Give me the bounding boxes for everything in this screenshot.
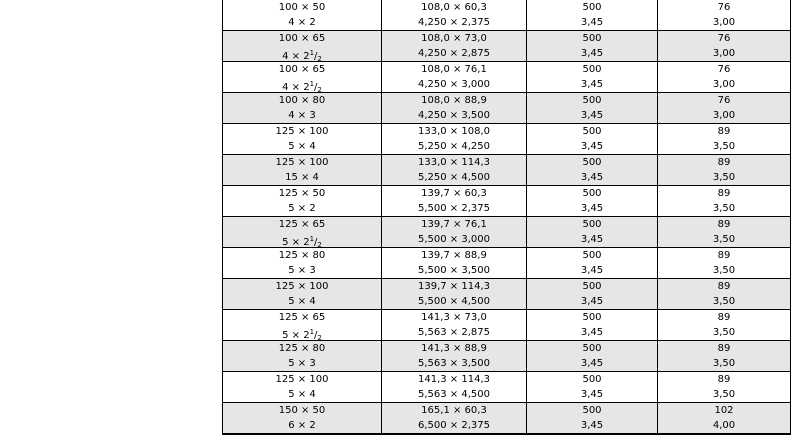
outside-diameter-cell [382, 31, 527, 62]
imperial-value: $5 \times 2^1/_2$ [282, 328, 322, 342]
imperial-value: 6,500 × 2,375 [418, 420, 490, 431]
imperial-value: 5,500 × 3,500 [418, 265, 490, 276]
imperial-value: 3,50 [712, 234, 736, 245]
imperial-value: 4,250 × 2,875 [418, 48, 490, 59]
imperial-value: 3,00 [712, 110, 736, 121]
imperial-value: 3,45 [580, 141, 604, 152]
outside-diameter-cell [382, 279, 527, 310]
metric-value: 108,0 × 76,1 [421, 64, 487, 75]
metric-value: 133,0 × 108,0 [418, 126, 490, 137]
table-body [223, 0, 791, 434]
imperial-value: 3,50 [712, 358, 736, 369]
column-4-cell [658, 403, 791, 435]
metric-value: 89 [717, 374, 731, 385]
metric-value: 125 × 100 [275, 374, 329, 385]
imperial-value: 3,50 [712, 389, 736, 400]
imperial-value: 3,45 [580, 172, 604, 183]
column-4-cell [658, 217, 791, 248]
column-4-cell [658, 279, 791, 310]
column-3-cell [527, 248, 658, 279]
metric-value: 100 × 50 [278, 2, 326, 13]
metric-value: 108,0 × 60,3 [421, 2, 487, 13]
outside-diameter-cell [382, 403, 527, 435]
metric-value: 100 × 65 [278, 33, 326, 44]
metric-value: 89 [717, 312, 731, 323]
metric-value: 76 [717, 95, 731, 106]
metric-value: 500 [582, 250, 602, 261]
column-3-cell [527, 372, 658, 403]
nominal-size-cell [223, 217, 382, 248]
outside-diameter-cell [382, 155, 527, 186]
column-3-cell [527, 186, 658, 217]
table-row [223, 186, 791, 217]
nominal-size-cell [223, 124, 382, 155]
nominal-size-cell [223, 62, 382, 93]
metric-value: 100 × 65 [278, 64, 326, 75]
column-4-cell [658, 186, 791, 217]
column-3-cell [527, 310, 658, 341]
column-3-cell [527, 341, 658, 372]
metric-value: 108,0 × 88,9 [421, 95, 487, 106]
metric-value: 500 [582, 281, 602, 292]
imperial-value: 3,45 [580, 110, 604, 121]
metric-value: 133,0 × 114,3 [418, 157, 490, 168]
imperial-value: 3,45 [580, 48, 604, 59]
column-4-cell [658, 248, 791, 279]
imperial-value: 5,500 × 2,375 [418, 203, 490, 214]
column-3-cell [527, 217, 658, 248]
column-4-cell [658, 372, 791, 403]
outside-diameter-cell [382, 310, 527, 341]
column-4-cell [658, 62, 791, 93]
metric-value: 76 [717, 64, 731, 75]
metric-value: 500 [582, 157, 602, 168]
metric-value: 76 [717, 2, 731, 13]
nominal-size-cell [223, 93, 382, 124]
imperial-value: 4,250 × 2,375 [418, 17, 490, 28]
imperial-value: 3,45 [580, 265, 604, 276]
outside-diameter-cell [382, 124, 527, 155]
column-3-cell [527, 155, 658, 186]
metric-value: 500 [582, 64, 602, 75]
nominal-size-cell [223, 279, 382, 310]
imperial-value: 3,50 [712, 141, 736, 152]
imperial-value: $5 \times 2^1/_2$ [282, 235, 322, 249]
metric-value: 125 × 100 [275, 126, 329, 137]
imperial-value: 4,250 × 3,000 [418, 79, 490, 90]
column-3-cell [527, 93, 658, 124]
table-row [223, 341, 791, 372]
table-row [223, 248, 791, 279]
metric-value: 125 × 65 [278, 219, 326, 230]
metric-value: 89 [717, 281, 731, 292]
imperial-value: 5,500 × 4,500 [418, 296, 490, 307]
metric-value: 500 [582, 188, 602, 199]
metric-value: 141,3 × 114,3 [418, 374, 490, 385]
column-4-cell [658, 155, 791, 186]
outside-diameter-cell [382, 186, 527, 217]
imperial-value: 3,50 [712, 203, 736, 214]
imperial-value: 5,563 × 2,875 [418, 327, 490, 338]
metric-value: 139,7 × 76,1 [421, 219, 487, 230]
metric-value: 108,0 × 73,0 [421, 33, 487, 44]
outside-diameter-cell [382, 341, 527, 372]
metric-value: 139,7 × 60,3 [421, 188, 487, 199]
imperial-value: 5 × 2 [288, 203, 316, 214]
imperial-value: 3,45 [580, 389, 604, 400]
metric-value: 125 × 65 [278, 312, 326, 323]
imperial-value: 3,45 [580, 79, 604, 90]
column-3-cell [527, 279, 658, 310]
column-3-cell [527, 31, 658, 62]
nominal-size-cell [223, 155, 382, 186]
table-row [223, 279, 791, 310]
imperial-value: $4 \times 2^1/_2$ [282, 49, 322, 63]
imperial-value: 3,50 [712, 172, 736, 183]
metric-value: 125 × 80 [278, 343, 326, 354]
table-row [223, 155, 791, 186]
imperial-value: 5 × 4 [288, 141, 316, 152]
nominal-size-cell [223, 341, 382, 372]
metric-value: 125 × 80 [278, 250, 326, 261]
imperial-value: 3,45 [580, 203, 604, 214]
column-3-cell [527, 403, 658, 435]
metric-value: 141,3 × 88,9 [421, 343, 487, 354]
metric-value: 500 [582, 219, 602, 230]
imperial-value: 5,563 × 4,500 [418, 389, 490, 400]
metric-value: 500 [582, 126, 602, 137]
metric-value: 139,7 × 88,9 [421, 250, 487, 261]
metric-value: 500 [582, 405, 602, 416]
metric-value: 89 [717, 250, 731, 261]
imperial-value: 3,45 [580, 420, 604, 431]
metric-value: 150 × 50 [278, 405, 326, 416]
imperial-value: 4,00 [712, 420, 736, 431]
table-row [223, 310, 791, 341]
column-3-cell [527, 62, 658, 93]
imperial-value: 3,00 [712, 79, 736, 90]
table-row [223, 372, 791, 403]
imperial-value: 5,250 × 4,500 [418, 172, 490, 183]
column-4-cell [658, 124, 791, 155]
metric-value: 125 × 50 [278, 188, 326, 199]
imperial-value: 3,45 [580, 358, 604, 369]
column-4-cell [658, 341, 791, 372]
imperial-value: 5 × 4 [288, 296, 316, 307]
table-row [223, 0, 791, 31]
column-4-cell [658, 93, 791, 124]
imperial-value: 5,563 × 3,500 [418, 358, 490, 369]
metric-value: 141,3 × 73,0 [421, 312, 487, 323]
outside-diameter-cell [382, 0, 527, 31]
imperial-value: 6 × 2 [288, 420, 316, 431]
metric-value: 89 [717, 188, 731, 199]
nominal-size-cell [223, 403, 382, 435]
metric-value: 139,7 × 114,3 [418, 281, 490, 292]
column-4-cell [658, 0, 791, 31]
imperial-value: 15 × 4 [285, 172, 319, 183]
table-row [223, 62, 791, 93]
imperial-value: 3,45 [580, 296, 604, 307]
table-row [223, 403, 791, 435]
column-3-cell [527, 0, 658, 31]
metric-value: 500 [582, 343, 602, 354]
table-row [223, 93, 791, 124]
imperial-value: 3,45 [580, 234, 604, 245]
nominal-size-cell [223, 248, 382, 279]
metric-value: 102 [714, 405, 734, 416]
outside-diameter-cell [382, 372, 527, 403]
imperial-value: 5,500 × 3,000 [418, 234, 490, 245]
outside-diameter-cell [382, 248, 527, 279]
nominal-size-cell [223, 186, 382, 217]
metric-value: 125 × 100 [275, 157, 329, 168]
imperial-value: 3,50 [712, 265, 736, 276]
outside-diameter-cell [382, 217, 527, 248]
table-row [223, 124, 791, 155]
metric-value: 165,1 × 60,3 [421, 405, 487, 416]
imperial-value: 4,250 × 3,500 [418, 110, 490, 121]
nominal-size-cell [223, 372, 382, 403]
column-4-cell [658, 31, 791, 62]
column-3-cell [527, 124, 658, 155]
imperial-value: 4 × 2 [288, 17, 316, 28]
metric-value: 125 × 100 [275, 281, 329, 292]
outside-diameter-cell [382, 62, 527, 93]
outside-diameter-cell [382, 93, 527, 124]
metric-value: 500 [582, 95, 602, 106]
reducer-dimension-table [222, 0, 791, 435]
imperial-value: 5 × 3 [288, 265, 316, 276]
metric-value: 89 [717, 157, 731, 168]
imperial-value: 5 × 3 [288, 358, 316, 369]
imperial-value: 5,250 × 4,250 [418, 141, 490, 152]
imperial-value: $4 \times 2^1/_2$ [282, 80, 322, 94]
nominal-size-cell [223, 310, 382, 341]
metric-value: 500 [582, 312, 602, 323]
imperial-value: 4 × 3 [288, 110, 316, 121]
imperial-value: 3,50 [712, 296, 736, 307]
metric-value: 89 [717, 126, 731, 137]
imperial-value: 3,00 [712, 48, 736, 59]
metric-value: 89 [717, 219, 731, 230]
metric-value: 100 × 80 [278, 95, 326, 106]
column-4-cell [658, 310, 791, 341]
imperial-value: 3,45 [580, 327, 604, 338]
imperial-value: 5 × 4 [288, 389, 316, 400]
nominal-size-cell [223, 0, 382, 31]
metric-value: 500 [582, 374, 602, 385]
metric-value: 500 [582, 2, 602, 13]
imperial-value: 3,00 [712, 17, 736, 28]
metric-value: 76 [717, 33, 731, 44]
imperial-value: 3,45 [580, 17, 604, 28]
nominal-size-cell [223, 31, 382, 62]
table-row [223, 217, 791, 248]
table-row [223, 31, 791, 62]
imperial-value: 3,50 [712, 327, 736, 338]
metric-value: 89 [717, 343, 731, 354]
metric-value: 500 [582, 33, 602, 44]
